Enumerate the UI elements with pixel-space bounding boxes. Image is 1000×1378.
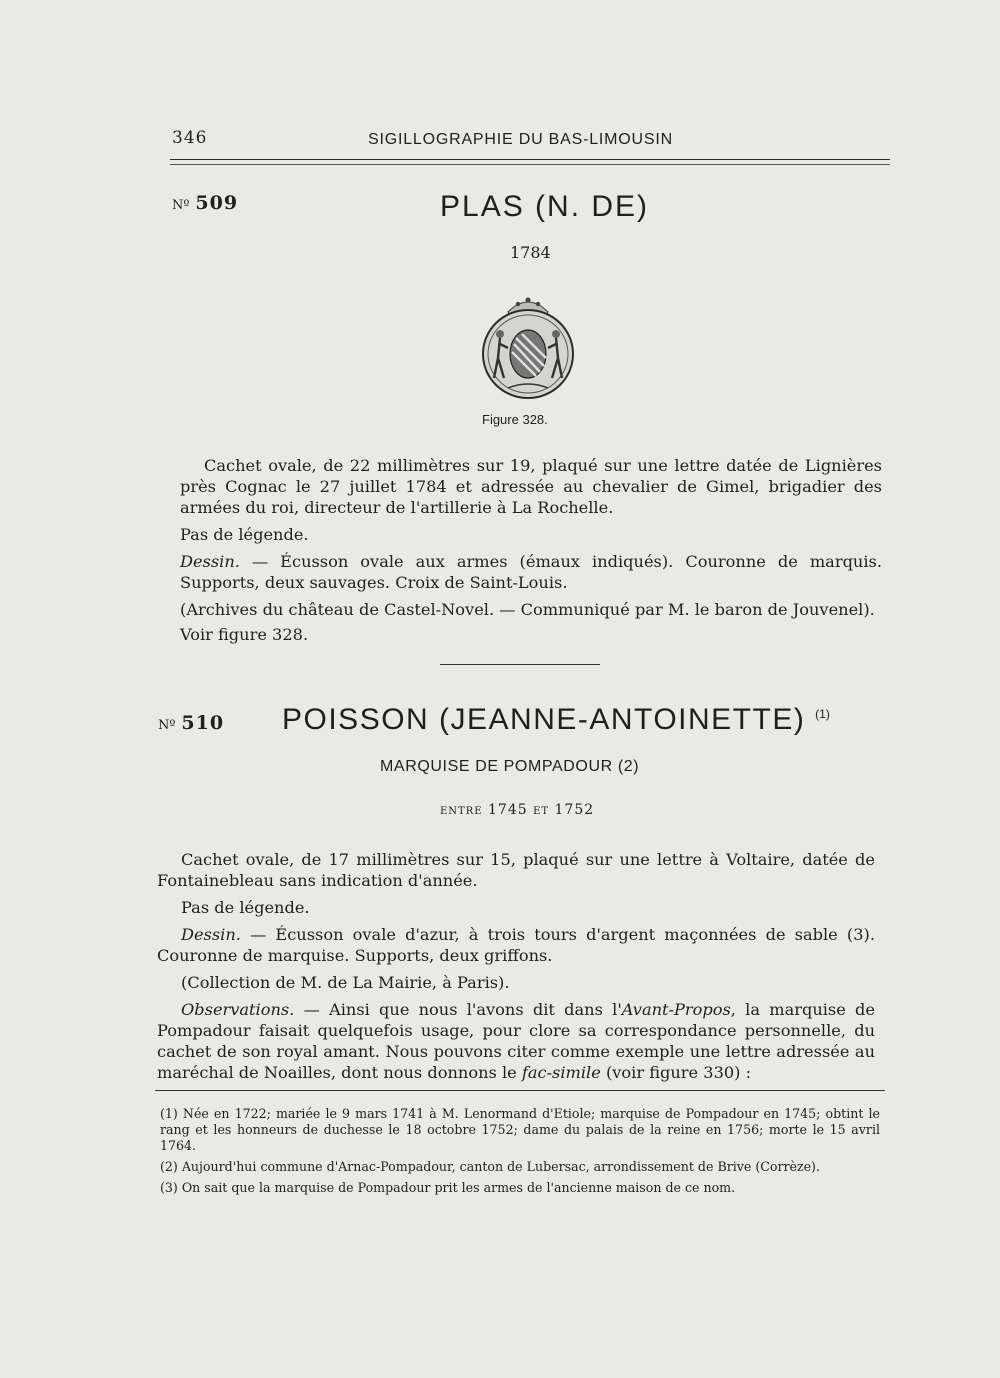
entry-510-title-text: POISSON (JEANNE-ANTOINETTE)	[282, 703, 806, 736]
entry-510-observations-text-c: (voir figure 330) :	[600, 1063, 752, 1082]
shield-icon	[510, 330, 546, 378]
entry-509-title: PLAS (N. DE)	[440, 190, 650, 223]
entry-509-paragraph-drawing	[180, 551, 882, 593]
entry-509-paragraph-see-figure: Voir figure 328.	[180, 625, 309, 644]
footnote-2: (2) Aujourd'hui commune d'Arnac-Pompadour, canton de Lubersac, arrondissement de Brive (Corrèze).	[160, 1159, 820, 1174]
entry-509-paragraph-legend: Pas de légende.	[180, 525, 309, 544]
entry-510-drawing-text: — Écusson ovale d'azur, à trois tours d'argent maçonnées de sable (3). Couronne de marquise. Supports, deux griffons.	[157, 925, 875, 965]
entry-510-date: entre 1745 et 1752	[440, 802, 595, 818]
header-rule-secondary	[170, 164, 890, 165]
entry-509-drawing-text: — Écusson ovale aux armes (émaux indiqués). Couronne de marquis. Supports, deux sauvages. Croix de Saint-Louis.	[180, 552, 882, 592]
entry-510-number-prefix: Nº	[158, 718, 176, 733]
entry-510-title	[282, 703, 830, 737]
section-separator	[440, 664, 600, 665]
entry-509-drawing-label: Dessin.	[180, 552, 240, 571]
entry-509-year: 1784	[510, 243, 551, 262]
entry-510-paragraph-drawing	[157, 924, 875, 966]
entry-509-body	[180, 455, 882, 645]
entry-509-number-prefix: Nº	[172, 198, 190, 213]
entry-510-title-footnote-ref: (1)	[815, 707, 830, 721]
footnote-rule	[155, 1090, 885, 1091]
running-title: SIGILLOGRAPHIE DU BAS-LIMOUSIN	[368, 131, 673, 148]
entry-510-number	[158, 712, 224, 734]
entry-509-paragraph-description: Cachet ovale, de 22 millimètres sur 19, plaqué sur une lettre datée de Lignières près Cognac le 27 juillet 1784 et adressée au chevalier de Gimel, brigadier des armées du roi, directeur de l'artillerie à La Rochelle.	[180, 456, 882, 517]
entry-510-observations-fac-simile: fac-simile	[521, 1063, 601, 1082]
entry-510-drawing-label: Dessin.	[181, 925, 241, 944]
seal-figure-328	[478, 292, 578, 404]
entry-510-observations-avant-propos: Avant-Propos	[621, 1000, 731, 1019]
entry-510-observations-text-a: — Ainsi que nous l'avons dit dans l'	[294, 1000, 622, 1019]
entry-510-observations-text-b: , la marquise de Pompadour faisait quelquefois usage, pour clore sa correspondance personnelle, du cachet de son royal amant. Nous pouvons citer comme exemple une lettre adressée au maréchal de Noailles, dont nous donnons le	[157, 1000, 875, 1082]
entry-510-paragraph-observations	[157, 999, 875, 1083]
footnote-1: (1) Née en 1722; mariée le 9 mars 1741 à M. Lenormand d'Etiole; marquise de Pompadour en 1745; obtint le rang et les honneurs de duchesse le 18 octobre 1752; dame du palais de la reine en 1756; morte le 15 avril 1764.	[160, 1106, 880, 1153]
footnotes	[160, 1106, 880, 1201]
entry-510-body	[157, 849, 875, 1083]
footnote-3: (3) On sait que la marquise de Pompadour prit les armes de l'ancienne maison de ce nom.	[160, 1180, 736, 1195]
entry-510-number-value: 510	[181, 712, 225, 734]
entry-509-paragraph-source: (Archives du château de Castel-Novel. — Communiqué par M. le baron de Jouvenel).	[180, 600, 875, 619]
header-rule	[170, 159, 890, 160]
entry-510-observations-label: Observations.	[181, 1000, 295, 1019]
entry-509-number-value: 509	[195, 192, 239, 214]
page-number: 346	[172, 128, 208, 148]
entry-510-subtitle: MARQUISE DE POMPADOUR (2)	[380, 758, 640, 775]
entry-510-paragraph-legend: Pas de légende.	[181, 898, 310, 917]
entry-510-paragraph-description: Cachet ovale, de 17 millimètres sur 15, plaqué sur une lettre à Voltaire, datée de Fontainebleau sans indication d'année.	[157, 850, 875, 890]
entry-509-number	[172, 192, 238, 214]
entry-510-paragraph-source: (Collection de M. de La Mairie, à Paris).	[181, 973, 510, 992]
figure-caption-328: Figure 328.	[482, 412, 548, 427]
